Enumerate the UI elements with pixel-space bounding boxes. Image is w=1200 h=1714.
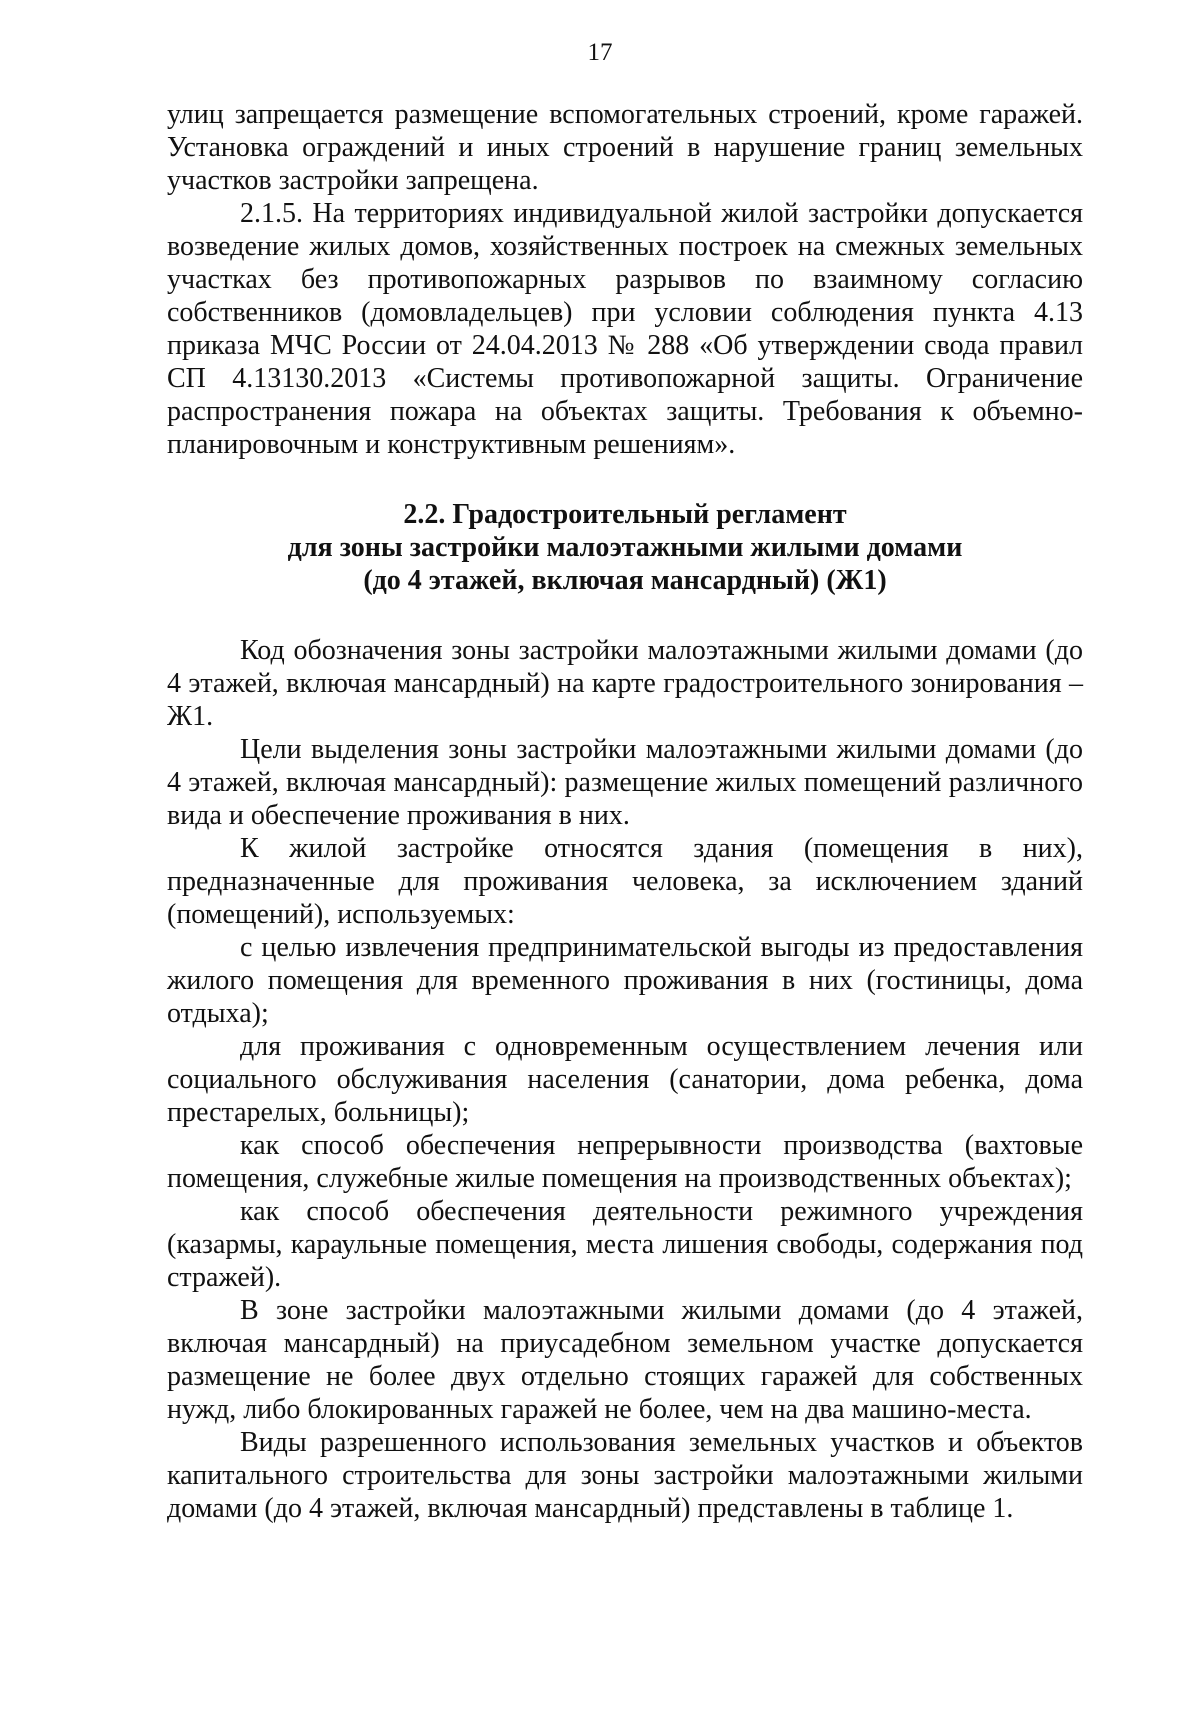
paragraph-exclusion-production: как способ обеспечения непрерывности производства (вахтовые помещения, служебные жилые помещения на производственных объектах); <box>167 1130 1083 1194</box>
section-heading <box>167 498 1083 597</box>
paragraph-continuation: улиц запрещается размещение вспомогательных строений, кроме гаражей. Установка ограждений и иных строений в нарушение границ земельных участков застройки запрещена. <box>167 99 1083 196</box>
document-body <box>167 98 1083 1525</box>
paragraph-exclusion-regime: как способ обеспечения деятельности режимного учреждения (казармы, караульные помещения, места лишения свободы, содержания под стражей). <box>167 1196 1083 1293</box>
section-heading-line-2: для зоны застройки малоэтажными жилыми домами <box>287 532 963 563</box>
paragraph-2-1-5: 2.1.5. На территориях индивидуальной жилой застройки допускается возведение жилых домов, хозяйственных построек на смежных земельных участках без противопожарных разрывов по взаимному согласию собственников (домовладельцев) при условии соблюдения пункта 4.13 приказа МЧС России от 24.04.2013 № 288 «Об утверждении свода правил СП 4.13130.2013 «Системы противопожарной защиты. Ограничение распространения пожара на объектах защиты. Требования к объемно-планировочным и конструктивным решениям». <box>167 198 1083 460</box>
page-number: 17 <box>587 39 613 66</box>
paragraph-zone-goals: Цели выделения зоны застройки малоэтажными жилыми домами (до 4 этажей, включая мансардный): размещение жилых помещений различного вида и обеспечение проживания в них. <box>167 734 1083 831</box>
section-heading-line-1: 2.2. Градостроительный регламент <box>403 499 847 530</box>
paragraph-residential-definition: К жилой застройке относятся здания (помещения в них), предназначенные для проживания человека, за исключением зданий (помещений), используемых: <box>167 833 1083 930</box>
section-heading-line-3: (до 4 этажей, включая мансардный) (Ж1) <box>363 565 887 596</box>
paragraph-garages: В зоне застройки малоэтажными жилыми домами (до 4 этажей, включая мансардный) на приусадебном земельном участке допускается размещение не более двух отдельно стоящих гаражей для собственных нужд, либо блокированных гаражей не более, чем на два машино-места. <box>167 1295 1083 1425</box>
paragraph-exclusion-commercial: с целью извлечения предпринимательской выгоды из предоставления жилого помещения для временного проживания в них (гостиницы, дома отдыха); <box>167 932 1083 1029</box>
paragraph-zone-code: Код обозначения зоны застройки малоэтажными жилыми домами (до 4 этажей, включая мансардный) на карте градостроительного зонирования – Ж1. <box>167 635 1083 732</box>
paragraph-exclusion-medical: для проживания с одновременным осуществлением лечения или социального обслуживания населения (санатории, дома ребенка, дома престарелых, больницы); <box>167 1031 1083 1128</box>
paragraph-permitted-uses: Виды разрешенного использования земельных участков и объектов капитального строительства для зоны застройки малоэтажными жилыми домами (до 4 этажей, включая мансардный) представлены в таблице 1. <box>167 1427 1083 1524</box>
